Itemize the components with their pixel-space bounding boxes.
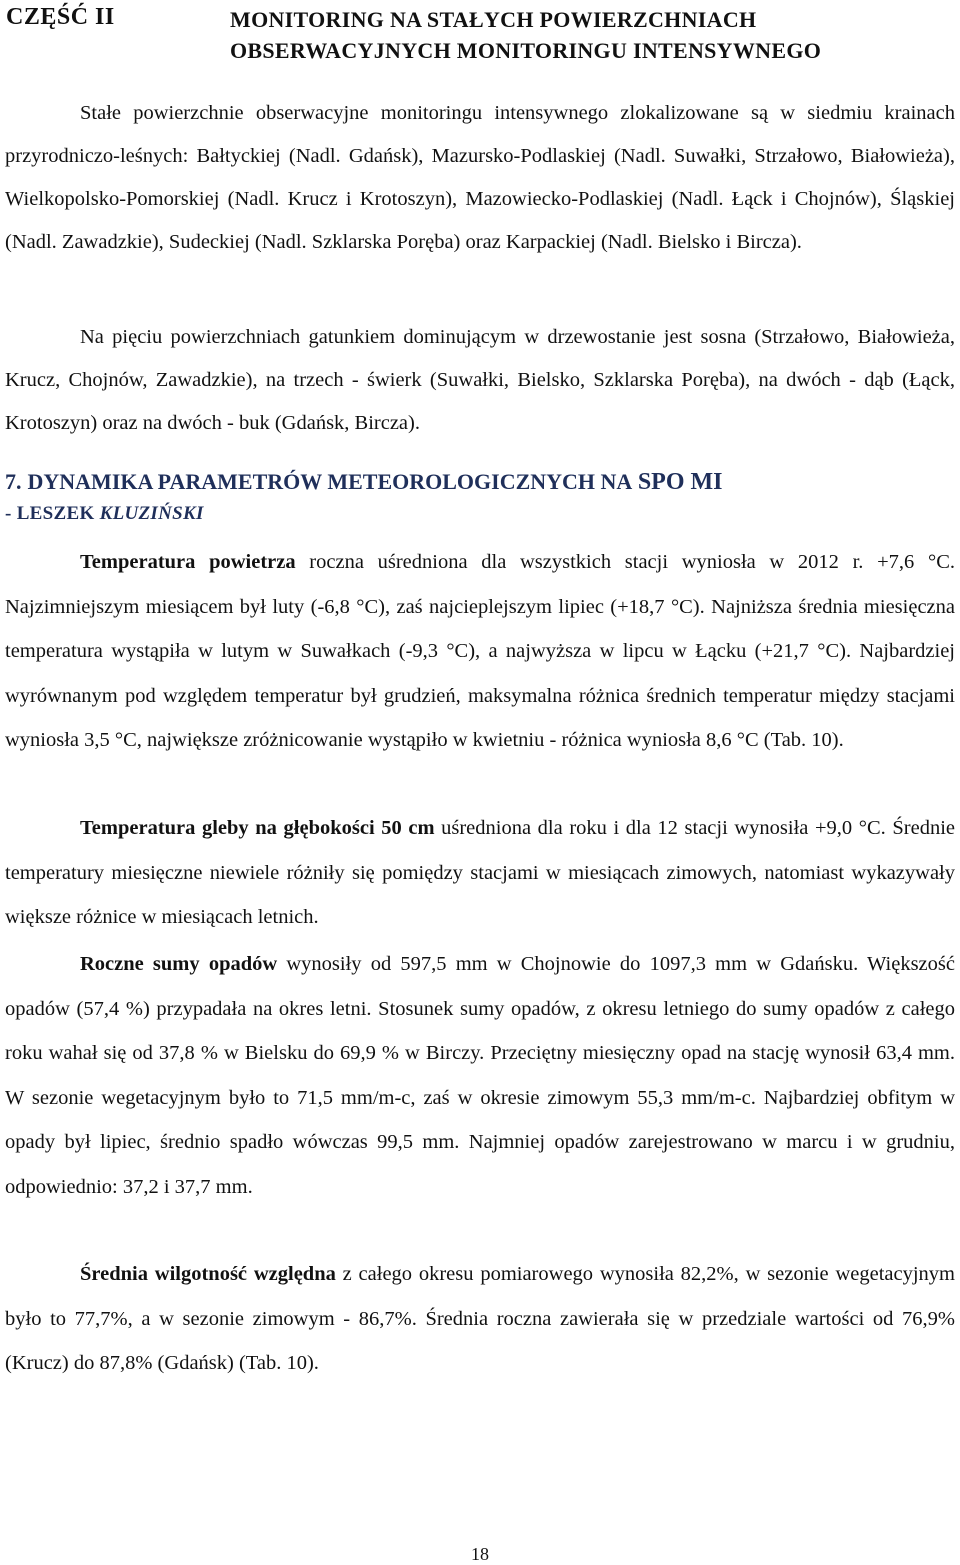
air-temperature-text: roczna uśredniona dla wszystkich stacji wyniosła w 2012 r. +7,6 °C. Najzimniejszym miesiącem był luty (-6,8 °C), zaś najcieplejszym lipiec (+18,7 °C). Najniższa średnia miesięczna temperatura wystąpiła w lutym w Suwałkach (-9,3 °C), a najwyższa w lipcu w Łącku (+21,7 °C). Najbardziej wyrównanym pod względem temperatur był grudzień, maksymalna różnica średnich temperatur między stacjami wyniosła 3,5 °C, największe zróżnicowanie wystąpiło w kwietniu - różnica wyniosła 8,6 °C (Tab. 10). [5, 551, 955, 751]
author-first-name: LESZEK [16, 503, 95, 524]
precipitation-text: wynosiły od 597,5 mm w Chojnowie do 1097,3 mm w Gdańsku. Większość opadów (57,4 %) przypadała na okres letni. Stosunek sumy opadów, z okresu letniego do sumy opadów z całego roku wahał się od 37,8 % w Bielsku do 69,9 % w Birczy. Przeciętny miesięczny opad na stację wynosił 63,4 mm. W sezonie wegetacyjnym było to 71,5 mm/m-c, zaś w okresie zimowym 55,3 mm/m-c. Najbardziej obfitym w opady był lipiec, średnio spadło wówczas 99,5 mm. Najmniej opadów zarejestrowano w marcu i w grudniu, odpowiednio: 37,2 i 37,7 mm. [5, 953, 955, 1198]
section-author-line [5, 498, 955, 530]
paragraph-humidity [5, 1252, 955, 1386]
page-number: 18 [471, 1544, 489, 1564]
soil-temperature-lead: Temperatura gleby na głębokości 50 cm [80, 817, 435, 839]
soil-temperature-text: uśredniona dla roku i dla 12 stacji wynosiła +9,0 °C. Średnie temperatury miesięczne niewiele różniły się pomiędzy stacjami w miesiącach zimowych, natomiast wykazywały większe różnice w miesiącach letnich. [5, 817, 955, 928]
paragraph-soil-temperature [5, 806, 955, 940]
section-title: DYNAMIKA PARAMETRÓW METEOROLOGICZNYCH NA [27, 469, 633, 494]
section-title-abbrev: SPO MI [637, 469, 723, 495]
section-title-line [5, 466, 955, 498]
humidity-lead: Średnia wilgotność względna [80, 1263, 336, 1285]
part-label: CZĘŚĆ II [6, 4, 115, 30]
precipitation-lead: Roczne sumy opadów [80, 953, 278, 975]
intro-paragraph-locations: Stałe powierzchnie obserwacyjne monitoringu intensywnego zlokalizowane są w siedmiu krainach przyrodniczo-leśnych: Bałtyckiej (Nadl. Gdańsk), Mazursko-Podlaskiej (Nadl. Suwałki, Strzałowo, Białowieża), Wielkopolsko-Pomorskiej (Nadl. Krucz i Krotoszyn), Mazowiecko-Podlaskiej (Nadl. Łąck i Chojnów), Śląskiej (Nadl. Zawadzkie), Sudeckiej (Nadl. Szklarska Poręba) oraz Karpackiej (Nadl. Bielsko i Bircza). [5, 102, 955, 253]
author-last-name: KLUZIŃSKI [99, 503, 204, 524]
paragraph-precipitation [5, 942, 955, 1209]
section-number: 7. [5, 469, 22, 494]
part-title: MONITORING NA STAŁYCH POWIERZCHNIACH OBSERWACYJNYCH MONITORINGU INTENSYWNEGO [230, 7, 822, 63]
section-heading [5, 466, 955, 530]
intro-paragraph-species: Na pięciu powierzchniach gatunkiem dominującym w drzewostanie jest sosna (Strzałowo, Białowieża, Krucz, Chojnów, Zawadzkie), na trzech - świerk (Suwałki, Bielsko, Szklarska Poręba), na dwóch - dąb (Łąck, Krotoszyn) oraz na dwóch - buk (Gdańsk, Bircza). [5, 326, 955, 434]
air-temperature-lead: Temperatura powietrza [80, 551, 296, 573]
paragraph-air-temperature [5, 540, 955, 763]
humidity-text: z całego okresu pomiarowego wynosiła 82,2%, w sezonie wegetacyjnym było to 77,7%, a w sezonie zimowym - 86,7%. Średnia roczna zawierała się w przedziale wartości od 76,9% (Krucz) do 87,8% (Gdańsk) (Tab. 10). [5, 1263, 955, 1374]
author-prefix: - [5, 503, 17, 524]
